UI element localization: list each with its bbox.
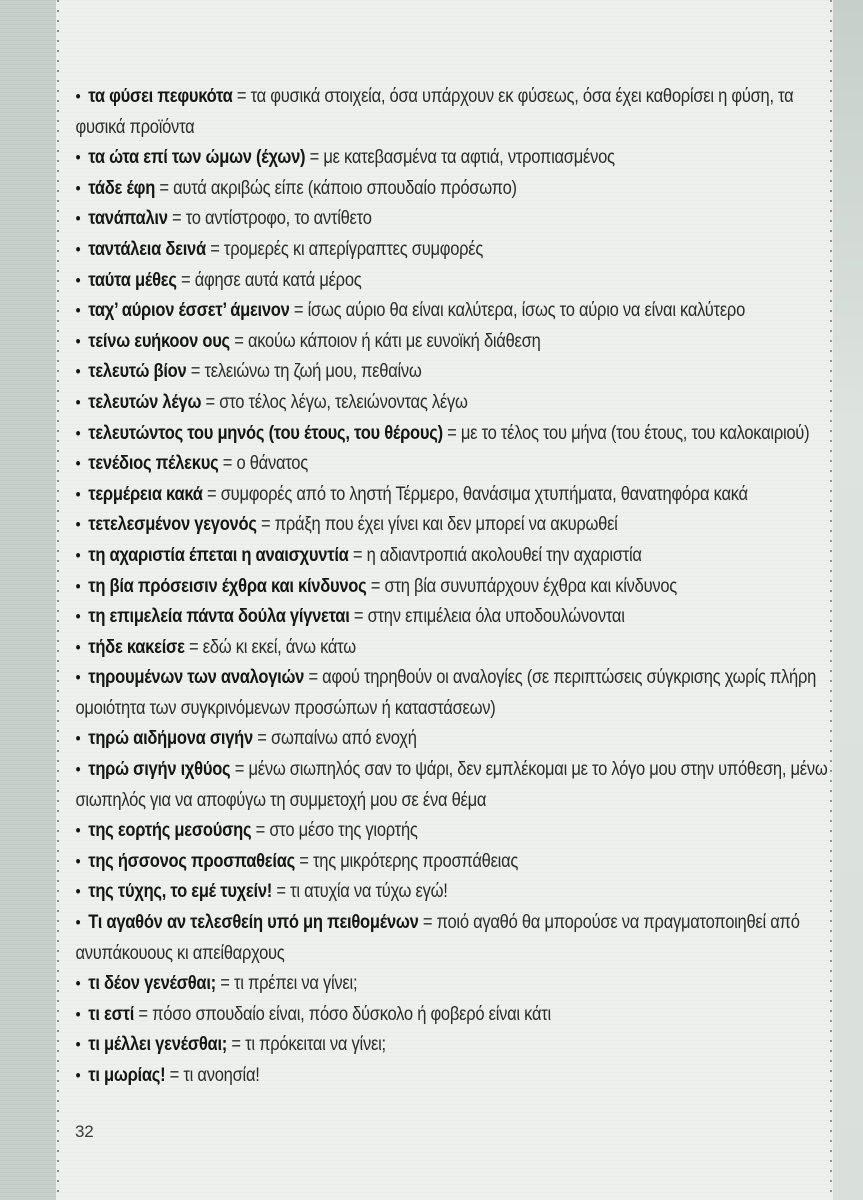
equals-sign: = <box>202 483 221 505</box>
glossary-entry <box>72 449 841 480</box>
equals-sign: = <box>349 606 368 628</box>
glossary-entry <box>72 908 841 969</box>
equals-sign: = <box>252 728 272 750</box>
bullet-icon: • <box>75 423 81 443</box>
equals-sign: = <box>256 514 275 536</box>
entry-definition: στο μέσο της γιορτής <box>269 820 418 842</box>
bullet-icon: • <box>75 637 81 657</box>
entry-definition: αυτά ακριβώς είπε (κάποιο σπουδαίο πρόσωπο) <box>173 177 517 199</box>
glossary-entry <box>72 602 841 633</box>
bullet-icon: • <box>75 576 81 596</box>
glossary-entry <box>72 296 841 327</box>
entry-term: τελευτών λέγω <box>88 391 202 413</box>
equals-sign: = <box>134 1003 153 1025</box>
equals-sign: = <box>289 300 308 322</box>
entry-definition: πόσο σπουδαίο είναι, πόσο δύσκολο ή φοβερό είναι κάτι <box>152 1003 551 1025</box>
page-content <box>72 82 841 1092</box>
entry-term: τείνω ευήκοον ους <box>88 330 230 352</box>
bullet-icon: • <box>75 239 81 259</box>
entry-term: τι εστί <box>88 1003 135 1025</box>
entry-definition: μένω σιωπηλός σαν το ψάρι, δεν εμπλέκομαι με το λόγο μου στην υπόθεση, μένω σιωπηλός για να αποφύγω τη συμμετοχή μου σε ένα θέμα <box>75 759 828 811</box>
entry-definition: τελειώνω τη ζωή μου, πεθαίνω <box>204 361 422 383</box>
entry-definition: ποιό αγαθό θα μπορούσε να πραγματοποιηθεί από ανυπάκουους κι απείθαρχους <box>75 912 800 964</box>
glossary-entry <box>72 724 841 755</box>
bullet-icon: • <box>75 484 81 504</box>
left-dotted-rule <box>57 0 59 1200</box>
equals-sign: = <box>305 147 324 169</box>
bullet-icon: • <box>75 515 81 535</box>
entry-term: τι μέλλει γενέσθαι; <box>88 1034 228 1056</box>
entry-definition: τι πρόκειται να γίνει; <box>245 1034 386 1056</box>
left-margin-band <box>0 0 56 1200</box>
entry-definition: σωπαίνω από ενοχή <box>271 728 417 750</box>
entry-term: τηρώ αιδήμονα σιγήν <box>88 728 253 750</box>
entry-term: ταχ’ αύριον έσσετ’ άμεινον <box>88 300 290 322</box>
glossary-entry <box>72 204 841 235</box>
equals-sign: = <box>218 453 237 475</box>
entry-term: τανάπαλιν <box>88 208 168 230</box>
bullet-icon: • <box>75 1066 81 1085</box>
glossary-entry <box>72 388 841 419</box>
glossary-entry <box>72 816 841 847</box>
bullet-icon: • <box>75 331 81 351</box>
bullet-icon: • <box>75 760 81 780</box>
equals-sign: = <box>442 422 461 444</box>
bullet-icon: • <box>75 178 81 198</box>
bullet-icon: • <box>75 882 81 902</box>
page-number: 32 <box>75 1122 94 1141</box>
entry-definition: με το τέλος του μήνα (του έτους, του καλοκαιριού) <box>460 422 810 444</box>
entry-definition: το αντίστροφο, το αντίθετο <box>185 208 372 230</box>
entry-definition: ίσως αύριο θα είναι καλύτερα, ίσως το αύριο να είναι καλύτερο <box>307 300 745 322</box>
entry-term: ταύτα μέθες <box>88 269 177 291</box>
entry-definition: πράξη που έχει γίνει και δεν μπορεί να ακυρωθεί <box>274 514 618 536</box>
entry-definition: τρομερές κι απερίγραπτες συμφορές <box>223 238 484 260</box>
entry-term: της εορτής μεσούσης <box>88 820 252 842</box>
bullet-icon: • <box>75 974 81 994</box>
equals-sign: = <box>201 391 220 413</box>
glossary-entry <box>72 480 841 511</box>
entry-definition: με κατεβασμένα τα αφτιά, ντροπιασμένος <box>323 147 615 169</box>
glossary-entry <box>72 663 841 724</box>
entry-definition: συμφορές από το ληστή Τέρμερο, θανάσιμα χτυπήματα, θανατηφόρα κακά <box>220 483 748 505</box>
entry-term: τι μωρίας! <box>88 1065 166 1086</box>
entry-definition: ακούω κάποιον ή κάτι με ευνοϊκή διάθεση <box>247 330 541 352</box>
entry-definition: τα φυσικά στοιχεία, όσα υπάρχουν εκ φύσεως, όσα έχει καθορίσει η φύση, τα φυσικά προϊόντα <box>75 86 794 138</box>
bullet-icon: • <box>75 454 81 474</box>
glossary-entry <box>72 143 841 174</box>
bullet-icon: • <box>75 607 81 627</box>
entry-definition: στην επιμέλεια όλα υποδουλώνονται <box>367 606 625 628</box>
entry-term: τη αχαριστία έπεται η αναισχυντία <box>88 544 349 566</box>
entry-definition: η αδιαντροπιά ακολουθεί την αχαριστία <box>366 544 642 566</box>
bullet-icon: • <box>75 87 81 106</box>
entry-term: τενέδιος πέλεκυς <box>88 453 219 475</box>
glossary-list <box>72 82 841 1092</box>
entry-definition: τι ανοησία! <box>183 1065 260 1086</box>
entry-definition: στο τέλος λέγω, τελειώνοντας λέγω <box>219 391 468 413</box>
entry-term: της ήσσονος προσπαθείας <box>88 850 295 872</box>
equals-sign: = <box>294 850 314 872</box>
equals-sign: = <box>366 575 385 597</box>
bullet-icon: • <box>75 545 81 565</box>
glossary-entry <box>72 357 841 388</box>
equals-sign: = <box>232 86 251 107</box>
equals-sign: = <box>184 636 203 658</box>
entry-term: ταντάλεια δεινά <box>88 238 206 260</box>
entry-term: τα ώτα επί των ώμων (έχων) <box>88 147 306 169</box>
entry-definition: ο θάνατος <box>236 453 308 475</box>
bullet-icon: • <box>75 209 81 229</box>
bullet-icon: • <box>75 392 81 412</box>
equals-sign: = <box>418 912 437 934</box>
equals-sign: = <box>229 330 248 352</box>
equals-sign: = <box>230 759 249 781</box>
entry-term: τι δέον γενέσθαι; <box>88 973 216 995</box>
entry-term: τηρουμένων των αναλογιών <box>88 667 305 689</box>
glossary-entry <box>72 633 841 664</box>
bullet-icon: • <box>75 1035 81 1055</box>
glossary-entry <box>72 327 841 358</box>
bullet-icon: • <box>75 851 81 871</box>
entry-term: τηρώ σιγήν ιχθύος <box>88 759 231 781</box>
entry-term: τετελεσμένον γεγονός <box>88 514 257 536</box>
glossary-entry <box>72 419 841 450</box>
equals-sign: = <box>272 881 291 903</box>
equals-sign: = <box>227 1034 246 1056</box>
bullet-icon: • <box>75 913 81 933</box>
entry-term: της τύχης, το εμέ τυχείν! <box>88 881 273 903</box>
bullet-icon: • <box>75 148 81 168</box>
glossary-entry <box>72 1061 841 1092</box>
bullet-icon: • <box>75 1004 81 1024</box>
glossary-entry <box>72 235 841 266</box>
entry-term: Τι αγαθόν αν τελεσθείη υπό μη πειθομένων <box>88 912 419 934</box>
glossary-entry <box>72 877 841 908</box>
glossary-entry <box>72 1000 841 1031</box>
entry-definition: τι ατυχία να τύχω εγώ! <box>290 881 448 903</box>
entry-term: τάδε έφη <box>88 177 156 199</box>
entry-definition: εδώ κι εκεί, άνω κάτω <box>202 636 356 658</box>
glossary-entry <box>72 174 841 205</box>
glossary-entry <box>72 755 841 816</box>
entry-definition: άφησε αυτά κατά μέρος <box>194 269 362 291</box>
equals-sign: = <box>348 544 367 566</box>
glossary-entry <box>72 572 841 603</box>
glossary-entry <box>72 266 841 297</box>
entry-term: τη βία πρόσεισιν έχθρα και κίνδυνος <box>88 575 367 597</box>
entry-term: τήδε κακείσε <box>88 636 185 658</box>
equals-sign: = <box>167 208 186 230</box>
bullet-icon: • <box>75 301 81 321</box>
bullet-icon: • <box>75 270 81 290</box>
entry-definition: της μικρότερης προσπάθειας <box>313 850 519 872</box>
entry-definition: τι πρέπει να γίνει; <box>233 973 358 995</box>
bullet-icon: • <box>75 362 81 382</box>
glossary-entry <box>72 82 841 143</box>
bullet-icon: • <box>75 668 81 688</box>
entry-term: τη επιμελεία πάντα δούλα γίγνεται <box>88 606 350 628</box>
bullet-icon: • <box>75 821 81 841</box>
glossary-entry <box>72 847 841 878</box>
entry-definition: αφού τηρηθούν οι αναλογίες (σε περιπτώσεις σύγκρισης χωρίς πλήρη ομοιότητα των συγκρινόμενων προσώπων ή καταστάσεων) <box>75 667 817 719</box>
equals-sign: = <box>304 667 323 689</box>
bullet-icon: • <box>75 729 81 749</box>
equals-sign: = <box>176 269 195 291</box>
equals-sign: = <box>155 177 174 199</box>
entry-term: τελευτώντος του μηνός (του έτους, του θέρους) <box>88 422 443 444</box>
entry-term: τελευτώ βίον <box>88 361 187 383</box>
glossary-entry <box>72 541 841 572</box>
entry-term: τα φύσει πεφυκότα <box>88 86 233 107</box>
equals-sign: = <box>251 820 270 842</box>
entry-definition: στη βία συνυπάρχουν έχθρα και κίνδυνος <box>384 575 678 597</box>
equals-sign: = <box>215 973 234 995</box>
glossary-entry <box>72 1030 841 1061</box>
entry-term: τερμέρεια κακά <box>88 483 203 505</box>
glossary-entry <box>72 969 841 1000</box>
glossary-entry <box>72 510 841 541</box>
equals-sign: = <box>165 1065 184 1086</box>
equals-sign: = <box>186 361 205 383</box>
equals-sign: = <box>205 238 224 260</box>
